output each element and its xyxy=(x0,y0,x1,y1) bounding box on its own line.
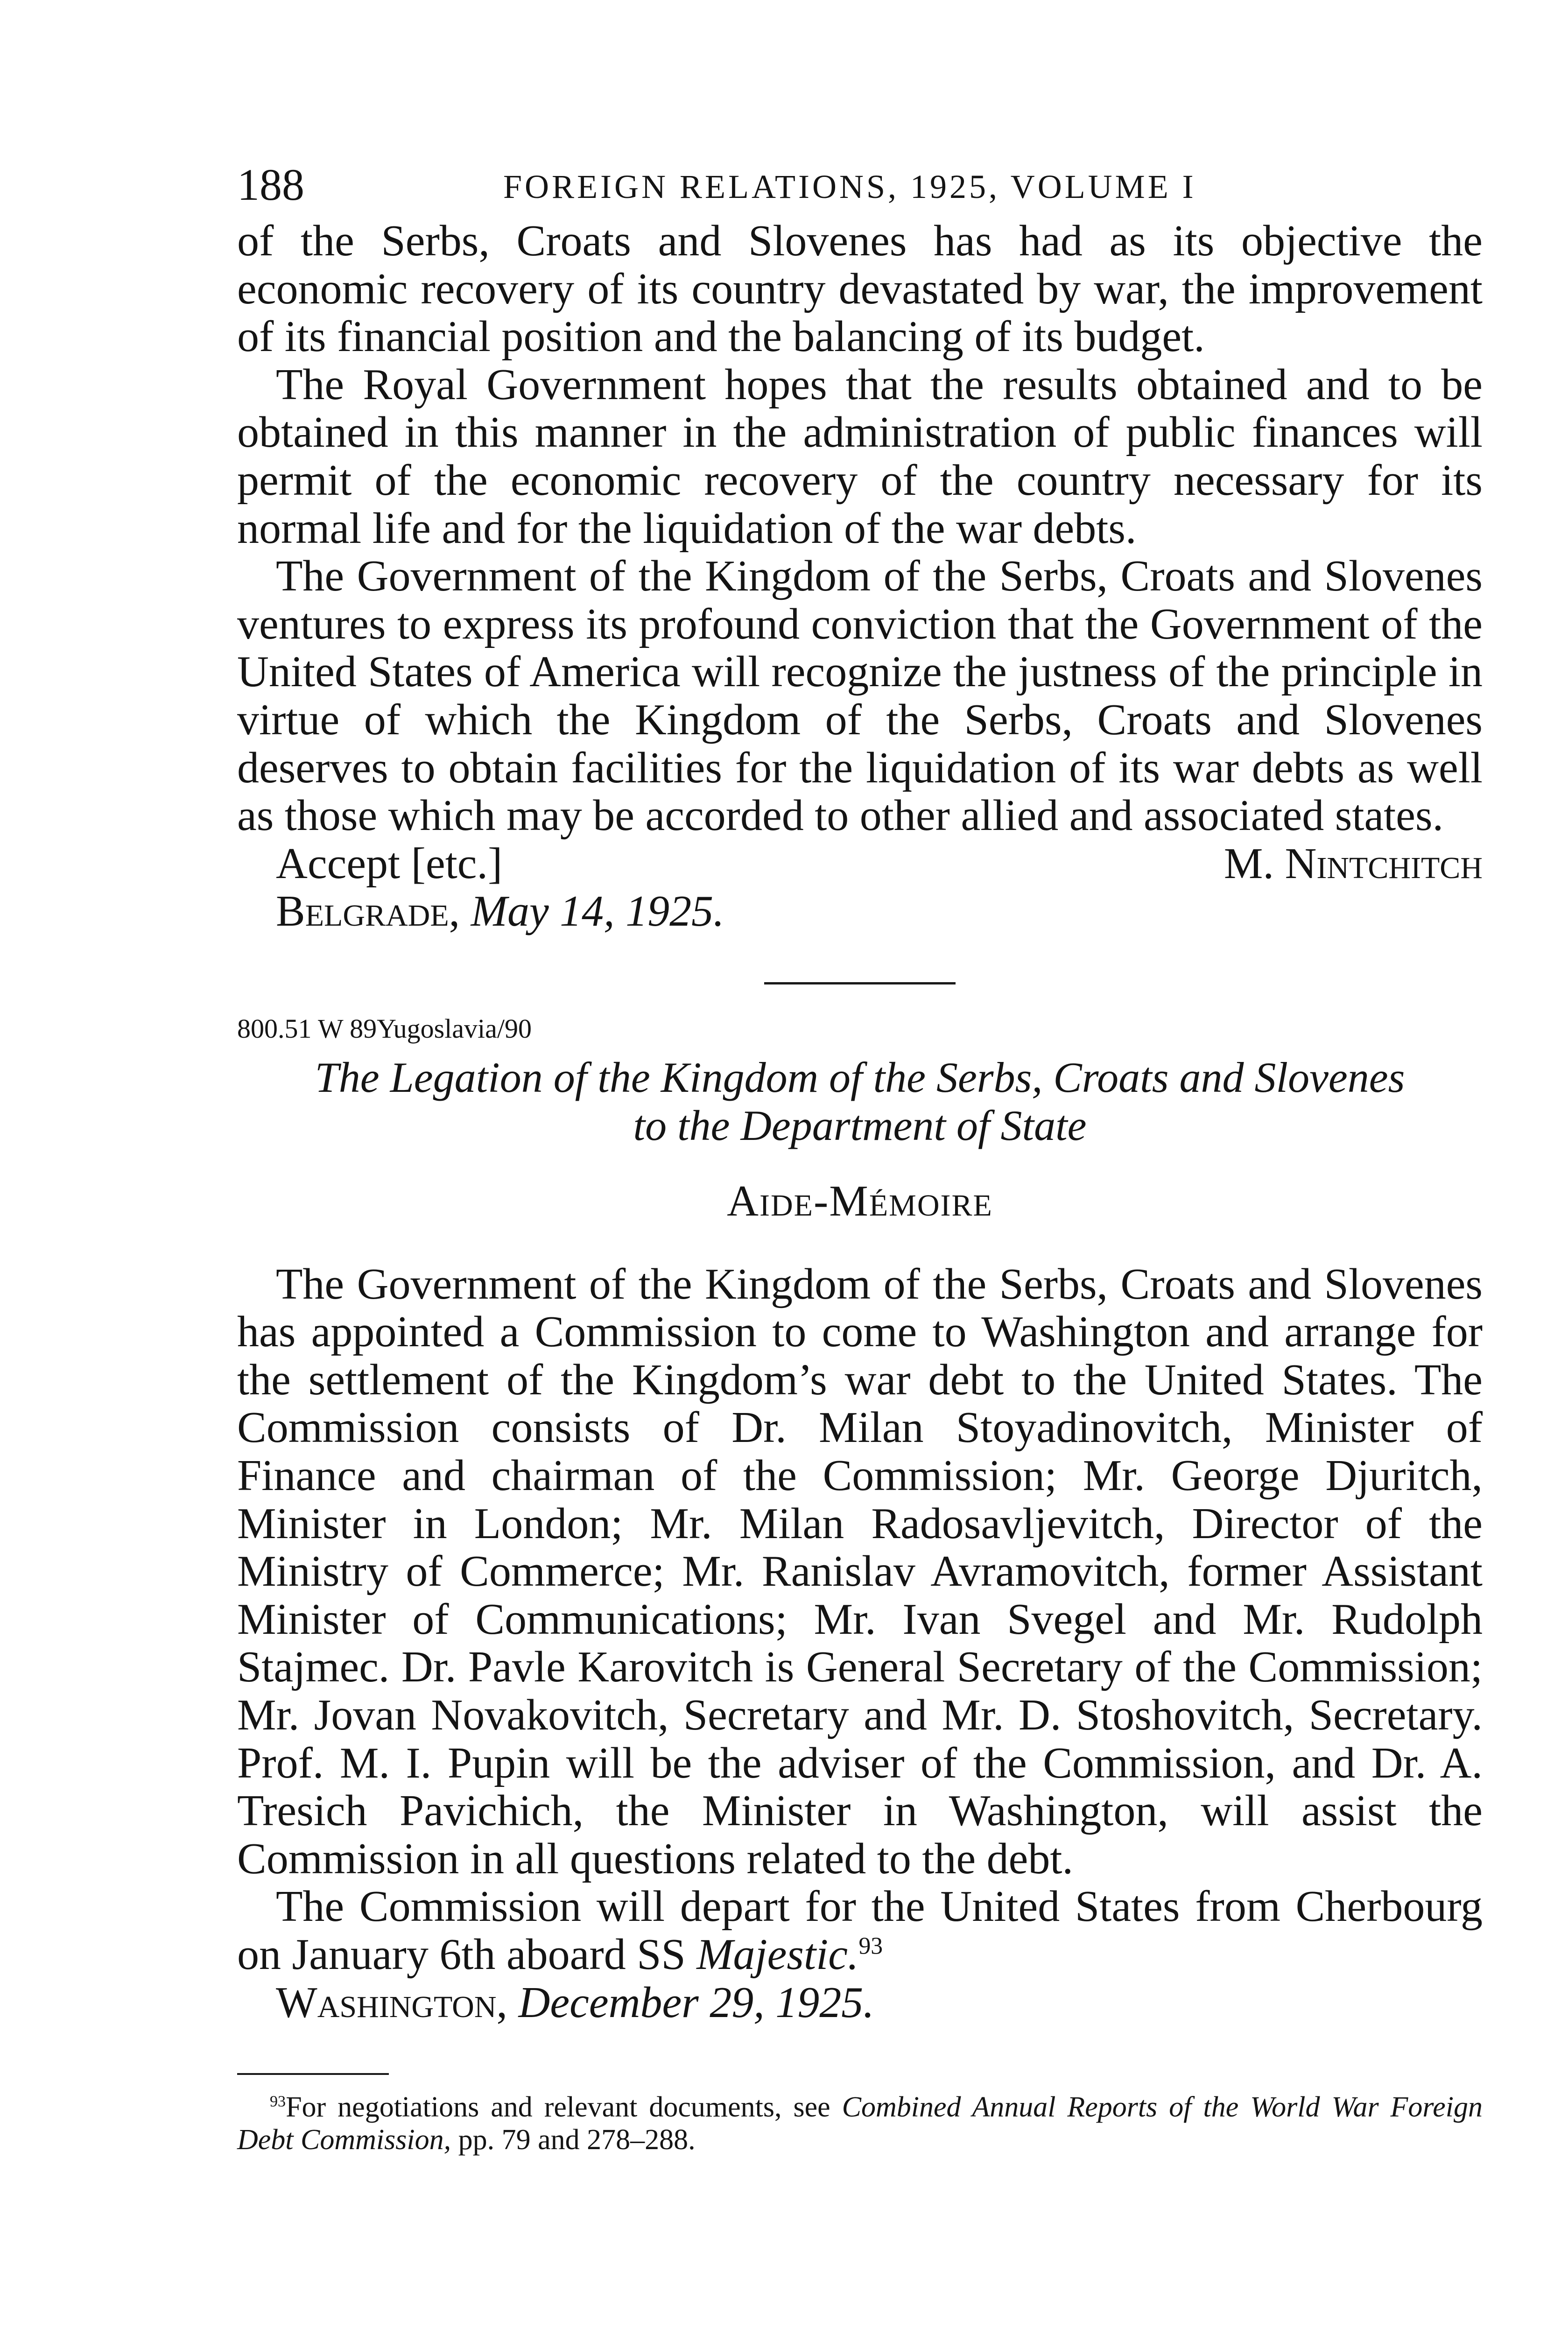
document-title xyxy=(237,1054,1483,1149)
letter-paragraph-3: The Government of the Kingdom of the Serbs, Croats and Slovenes ventures to express its profound conviction that the Government of the United States of America will recognize the justness of the principle in virtue of which the Kingdom of the Serbs, Croats and Slovenes deserves to obtain facilities for the liquidation of its war debts as well as those which may be accorded to other allied and associated states. xyxy=(237,552,1483,840)
ship-name: Majestic. xyxy=(696,1930,859,1979)
section-divider xyxy=(764,982,956,984)
letter-closing-row xyxy=(237,840,1483,888)
letter-paragraph-2: The Royal Government hopes that the results obtained and to be obtained in this manner in the administration of public finances will permit of the economic recovery of the country necessary for its normal life and for the liquidation of the war debts. xyxy=(237,360,1483,553)
memo-dateline xyxy=(237,1979,1483,2027)
footnote-pages: pp. 79 and 278–288. xyxy=(458,2124,696,2156)
letter-paragraph-1: of the Serbs, Croats and Slovenes has had as its objective the economic recovery of its country devastated by war, the improvement of its financial position and the balancing of its budget. xyxy=(237,217,1483,361)
letter-dateline xyxy=(237,887,1483,935)
document-title-line-1: The Legation of the Kingdom of the Serbs, Croats and Slovenes xyxy=(315,1053,1405,1101)
memo-paragraph-2 xyxy=(237,1883,1483,1978)
signature: M. Nintchitch xyxy=(1223,839,1483,888)
dateline-date: May 14, 1925. xyxy=(471,887,724,936)
memo-paragraph-2-text: The Commission will depart for the United States from Cherbourg on January 6th aboard SS xyxy=(237,1882,1483,1979)
footnote xyxy=(237,2091,1483,2156)
memo-paragraph-1: The Government of the Kingdom of the Serbs, Croats and Slovenes has appointed a Commission to come to Washington and arrange for the settlement of the Kingdom’s war debt to the United States. The Commission consists of Dr. Milan Stoyadinovitch, Minister of Finance and chairman of the Commission; Mr. George Djuritch, Minister in London; Mr. Milan Radosavljevitch, Director of the Ministry of Commerce; Mr. Ranislav Avramovitch, former Assistant Minister of Communications; Mr. Ivan Svegel and Mr. Rudolph Stajmec. Dr. Pavle Karovitch is General Secretary of the Commission; Mr. Jovan Novakovitch, Secretary and Mr. D. Stoshovitch, Secretary. Prof. M. I. Pupin will be the adviser of the Commission, and Dr. A. Tresich Pavichich, the Minister in Washington, will assist the Commission in all questions related to the debt. xyxy=(237,1259,1483,1883)
footnote-text: For negotiations and relevant documents, see xyxy=(286,2091,830,2123)
file-reference: 800.51 W 89Yugoslavia/90 xyxy=(237,1013,532,1044)
running-head: FOREIGN RELATIONS, 1925, VOLUME I xyxy=(503,168,1196,205)
footnote-marker: 93 xyxy=(270,2093,286,2110)
document-page xyxy=(237,161,1483,2156)
footnote-reference[interactable]: 93 xyxy=(858,1933,883,1960)
footnote-source-title: Combined Annual Reports of the World War Foreign Debt Commission, xyxy=(237,2091,1483,2156)
closing-formula: Accept [etc.] xyxy=(276,839,503,888)
memo-dateline-date: December 29, 1925. xyxy=(518,1978,874,2027)
document-type: Aide-Mémoire xyxy=(727,1177,993,1226)
memo-dateline-place: Washington, xyxy=(276,1978,508,2027)
page-header xyxy=(237,161,1483,217)
footnote-divider xyxy=(237,2073,389,2075)
page-number: 188 xyxy=(237,160,304,210)
dateline-place: Belgrade, xyxy=(276,887,460,936)
document-title-line-2: to the Department of State xyxy=(633,1101,1087,1149)
